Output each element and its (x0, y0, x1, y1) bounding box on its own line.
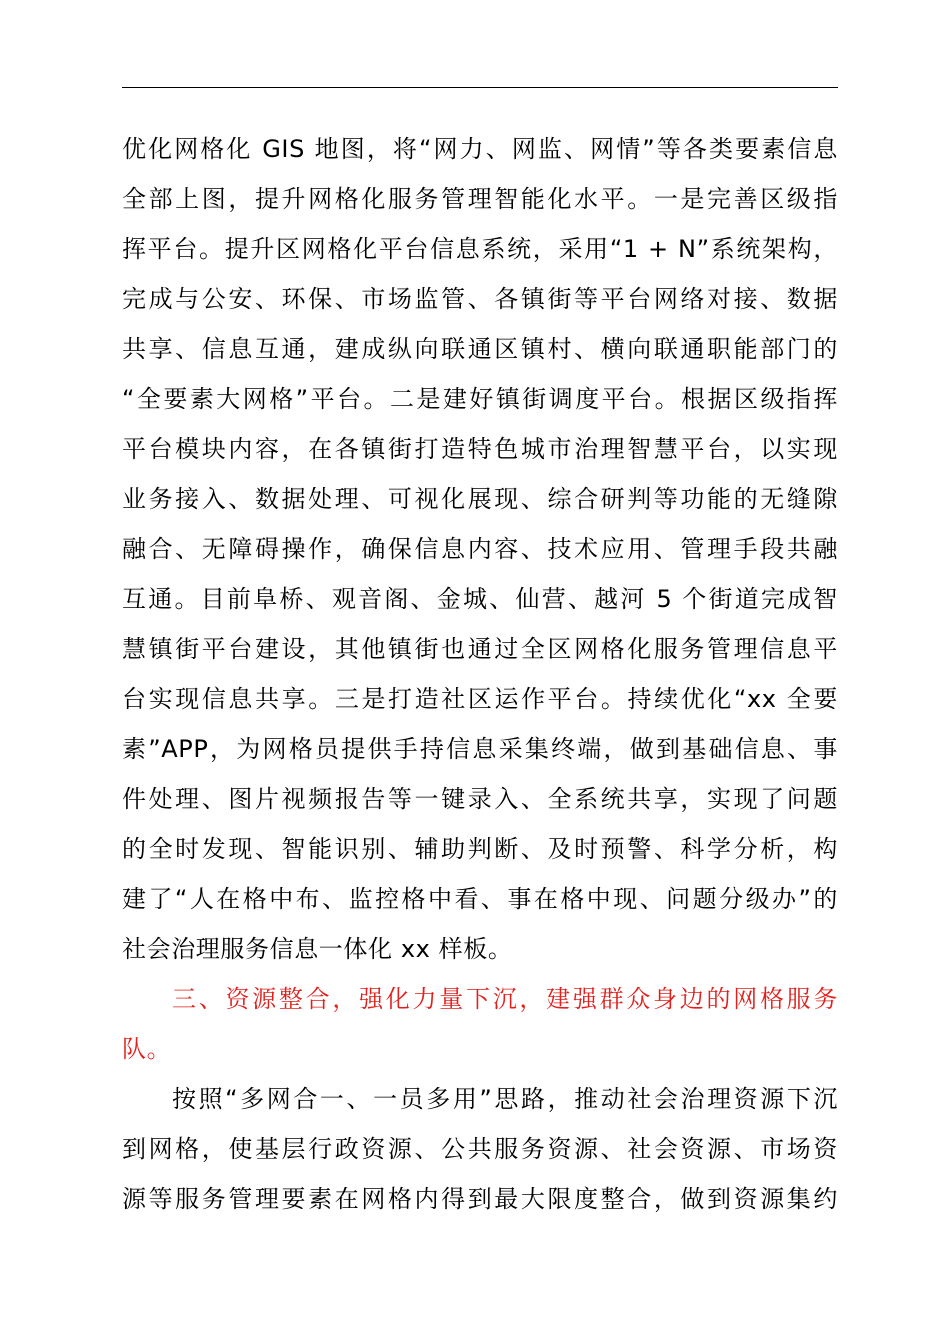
text-line: 优化网格化 GIS 地图，将“网力、网监、网情”等各类要素信息 (122, 135, 838, 163)
section-heading: 队。 (122, 1035, 172, 1063)
text-line: 件处理、图片视频报告等一键录入、全系统共享，实现了问题 (122, 785, 838, 813)
text-line: 按照“多网合一、一员多用”思路，推动社会治理资源下沉 (172, 1085, 838, 1113)
text-line: 素”APP，为网格员提供手持信息采集终端，做到基础信息、事 (122, 735, 838, 763)
text-line: 挥平台。提升区网格化平台信息系统，采用“1 + N”系统架构， (122, 235, 838, 263)
text-line: 慧镇街平台建设，其他镇街也通过全区网格化服务管理信息平 (122, 635, 838, 663)
text-line: 互通。目前阜桥、观音阁、金城、仙营、越河 5 个街道完成智 (122, 585, 838, 613)
text-line: 的全时发现、智能识别、辅助判断、及时预警、科学分析，构 (122, 835, 838, 863)
text-line: 台实现信息共享。三是打造社区运作平台。持续优化“xx 全要 (122, 685, 838, 713)
text-line: 完成与公安、环保、市场监管、各镇街等平台网络对接、数据 (122, 285, 838, 313)
text-line: 平台模块内容，在各镇街打造特色城市治理智慧平台，以实现 (122, 435, 838, 463)
text-line: 社会治理服务信息一体化 xx 样板。 (122, 935, 513, 963)
section-heading: 三、资源整合，强化力量下沉，建强群众身边的网格服务 (172, 985, 838, 1013)
text-line: 全部上图，提升网格化服务管理智能化水平。一是完善区级指 (122, 185, 838, 213)
text-line: 共享、信息互通，建成纵向联通区镇村、横向联通职能部门的 (122, 335, 838, 363)
text-line: 业务接入、数据处理、可视化展现、综合研判等功能的无缝隙 (122, 485, 838, 513)
text-line: 到网格，使基层行政资源、公共服务资源、社会资源、市场资 (122, 1135, 838, 1163)
text-line: 建了“人在格中布、监控格中看、事在格中现、问题分级办”的 (122, 885, 838, 913)
text-line: “全要素大网格”平台。二是建好镇街调度平台。根据区级指挥 (122, 385, 838, 413)
text-line: 源等服务管理要素在网格内得到最大限度整合，做到资源集约 (122, 1185, 838, 1213)
text-line: 融合、无障碍操作，确保信息内容、技术应用、管理手段共融 (122, 535, 838, 563)
